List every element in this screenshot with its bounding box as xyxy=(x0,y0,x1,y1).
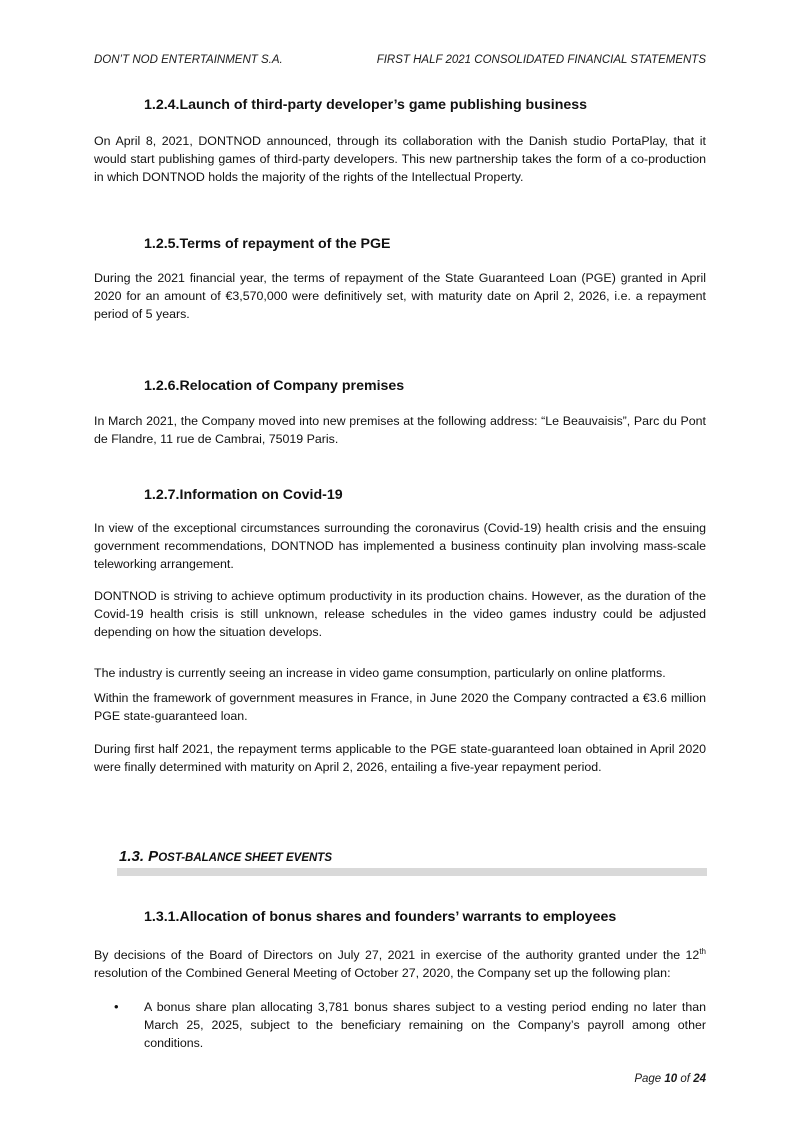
section-1-3-divider xyxy=(117,868,707,876)
bullet-icon: • xyxy=(114,999,119,1014)
section-1-2-7-paragraph-2: DONTNOD is striving to achieve optimum productivity in its production chains. However, as the duration of the Covid-19 health crisis is still unknown, release schedules in the video games industry could be adjusted depending on how the situation develops. xyxy=(94,589,706,639)
section-1-2-7-paragraph-5: During first half 2021, the repayment terms applicable to the PGE state-guaranteed loan obtained in April 2020 were finally determined with maturity on April 2, 2026, entailing a five-year repayment period. xyxy=(94,742,706,774)
section-1-2-6-heading: 1.2.6.Relocation of Company premises xyxy=(144,378,405,394)
section-1-2-7-paragraph-4: Within the framework of government measures in France, in June 2020 the Company contracted a €3.6 million PGE state-guaranteed loan. xyxy=(94,691,706,723)
section-1-2-7-paragraph-1: In view of the exceptional circumstances surrounding the coronavirus (Covid-19) health crisis and the ensuing government recommendations, DONTNOD has implemented a business continuity plan involving mass-scale teleworking arrangement. xyxy=(94,521,706,571)
section-1-2-4-paragraph: On April 8, 2021, DONTNOD announced, through its collaboration with the Danish studio PortaPlay, that it would start publishing games of third-party developers. This new partnership takes the form of a co-production in which DONTNOD holds the majority of the rights of the Intellectual Property. xyxy=(94,134,706,184)
header-company: DON’T NOD ENTERTAINMENT S.A. xyxy=(94,54,283,66)
page-number: 10 xyxy=(664,1073,678,1085)
page-total: 24 xyxy=(693,1073,706,1085)
bullet-text: A bonus share plan allocating 3,781 bonus shares subject to a vesting period ending no later than March 25, 2025, subject to the beneficiary remaining on the Company’s payroll among other conditions. xyxy=(144,1000,706,1050)
section-1-3-1-heading: 1.3.1.Allocation of bonus shares and founders’ warrants to employees xyxy=(144,909,617,925)
page-footer: Page 10 of 24 xyxy=(634,1073,706,1085)
section-1-3-heading xyxy=(119,848,332,865)
section-1-3-title: OST-BALANCE SHEET EVENTS xyxy=(158,852,333,864)
page-header xyxy=(94,54,706,66)
section-1-3-1-paragraph: By decisions of the Board of Directors on July 27, 2021 in exercise of the authority granted under the 12th resolution of the Combined General Meeting of October 27, 2020, the Company set up the following plan: xyxy=(94,946,706,980)
section-1-2-7-paragraph-3: The industry is currently seeing an increase in video game consumption, particularly on online platforms. xyxy=(94,666,666,680)
section-1-2-6-paragraph: In March 2021, the Company moved into new premises at the following address: “Le Beauvaisis”, Parc du Pont de Flandre, 11 rue de Cambrai, 75019 Paris. xyxy=(94,414,706,446)
header-report-title: FIRST HALF 2021 CONSOLIDATED FINANCIAL STATEMENTS xyxy=(376,54,706,66)
section-1-2-5-heading: 1.2.5.Terms of repayment of the PGE xyxy=(144,236,391,252)
section-1-3-number: 1.3. P xyxy=(119,848,159,865)
section-1-2-4-heading: 1.2.4.Launch of third-party developer’s game publishing business xyxy=(144,97,588,113)
section-1-2-5-paragraph: During the 2021 financial year, the terms of repayment of the State Guaranteed Loan (PGE) granted in April 2020 for an amount of €3,570,000 were definitively set, with maturity date on April 2, 2026, i.e. a repayment period of 5 years. xyxy=(94,271,706,321)
section-1-2-7-heading: 1.2.7.Information on Covid-19 xyxy=(144,487,343,503)
